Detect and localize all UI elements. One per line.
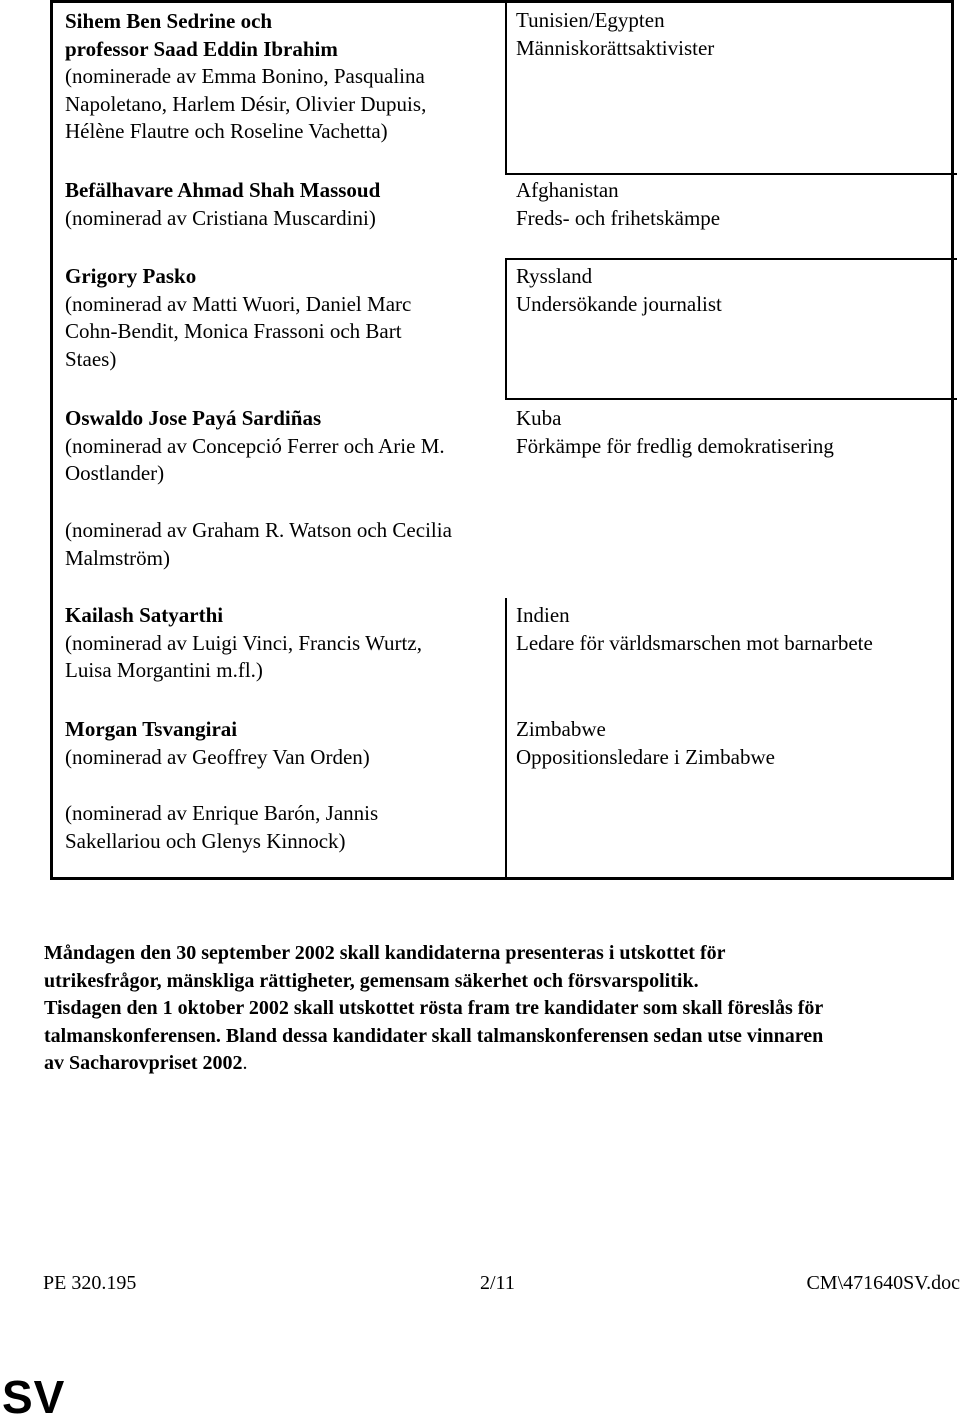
- nominators: Hélène Flautre och Roseline Vachetta): [65, 119, 388, 143]
- language-code: SV: [2, 1371, 66, 1423]
- candidates-table: [50, 0, 954, 880]
- nominators: Luisa Morgantini m.fl.): [65, 658, 263, 682]
- notice-line: Måndagen den 30 september 2002 skall kandidaterna presenteras i utskottet för: [44, 942, 726, 964]
- candidate-cell: [65, 405, 500, 488]
- nominators: (nominerad av Graham R. Watson och Cecilia: [65, 518, 452, 542]
- nominators: (nominerad av Concepció Ferrer och Arie M.: [65, 433, 445, 458]
- nominators: Malmström): [65, 545, 170, 570]
- row-divider: [505, 173, 957, 175]
- candidate-info-cell: [516, 263, 951, 318]
- page-number: 2/11: [480, 1272, 515, 1294]
- notice-period: .: [242, 1052, 248, 1074]
- candidate-info-cell: [516, 602, 951, 657]
- nominators: (nominerad av Matti Wuori, Daniel Marc: [65, 291, 412, 316]
- notice-line: Tisdagen den 1 oktober 2002 skall utskottet rösta fram tre kandidater som skall föreslås för: [44, 997, 824, 1019]
- column-divider: [505, 258, 507, 398]
- country: Afghanistan: [516, 178, 619, 202]
- country: Ryssland: [516, 264, 593, 288]
- candidate-info-cell: [516, 716, 951, 771]
- nominators-extra: [65, 800, 500, 855]
- nominators: (nominerad av Cristiana Muscardini): [65, 205, 376, 230]
- nominators: Staes): [65, 346, 117, 371]
- role: Oppositionsledare i Zimbabwe: [516, 744, 775, 769]
- candidate-name: Grigory Pasko: [65, 264, 197, 288]
- role: Människorättsaktivister: [516, 35, 715, 60]
- nominators: (nominerade av Emma Bonino, Pasqualina: [65, 64, 425, 88]
- role: Förkämpe för fredlig demokratisering: [516, 433, 834, 458]
- schedule-notice: [44, 940, 958, 1078]
- notice-line-last: [44, 1050, 958, 1078]
- candidate-info-cell: [516, 7, 951, 62]
- role: Undersökande journalist: [516, 291, 722, 316]
- candidate-cell: [65, 263, 500, 373]
- candidate-name: Morgan Tsvangirai: [65, 717, 238, 741]
- candidate-cell: [65, 716, 500, 771]
- row-divider: [505, 398, 957, 400]
- nominators: (nominerad av Geoffrey Van Orden): [65, 744, 370, 769]
- candidate-name: Kailash Satyarthi: [65, 603, 224, 627]
- candidate-cell: [65, 8, 500, 146]
- candidate-info-cell: [516, 177, 951, 232]
- nominators: (nominerad av Luigi Vinci, Francis Wurtz,: [65, 630, 422, 655]
- candidate-info-cell: [516, 405, 951, 460]
- notice-line: utrikesfrågor, mänskliga rättigheter, gemensam säkerhet och försvarspolitik.: [44, 969, 699, 992]
- column-divider: [505, 598, 507, 880]
- notice-line: av Sacharovpriset 2002: [44, 1052, 243, 1074]
- candidate-name: Oswaldo Jose Payá Sardiñas: [65, 406, 322, 430]
- row-divider: [505, 258, 957, 260]
- country: Tunisien/Egypten: [516, 8, 665, 32]
- country: Indien: [516, 603, 570, 627]
- candidate-cell: [65, 602, 500, 685]
- nominators: Napoletano, Harlem Désir, Olivier Dupuis,: [65, 91, 427, 116]
- country: Zimbabwe: [516, 717, 606, 741]
- document-reference: PE 320.195: [43, 1272, 137, 1294]
- candidate-cell: [65, 177, 500, 232]
- file-name: CM\471640SV.doc: [806, 1272, 960, 1294]
- nominators: Oostlander): [65, 461, 165, 485]
- candidate-name: Befälhavare Ahmad Shah Massoud: [65, 178, 381, 202]
- nominators: Sakellariou och Glenys Kinnock): [65, 828, 346, 853]
- nominators: Cohn-Bendit, Monica Frassoni och Bart: [65, 319, 402, 343]
- column-divider: [505, 3, 507, 173]
- notice-line: talmanskonferensen. Bland dessa kandidater skall talmanskonferensen sedan utse vinnaren: [44, 1024, 824, 1047]
- candidate-name: professor Saad Eddin Ibrahim: [65, 36, 338, 61]
- country: Kuba: [516, 406, 562, 430]
- nominators: (nominerad av Enrique Barón, Jannis: [65, 801, 379, 825]
- candidate-name: Sihem Ben Sedrine och: [65, 9, 273, 33]
- role: Ledare för världsmarschen mot barnarbete: [516, 630, 873, 655]
- nominators-extra: [65, 517, 500, 572]
- role: Freds- och frihetskämpe: [516, 205, 721, 230]
